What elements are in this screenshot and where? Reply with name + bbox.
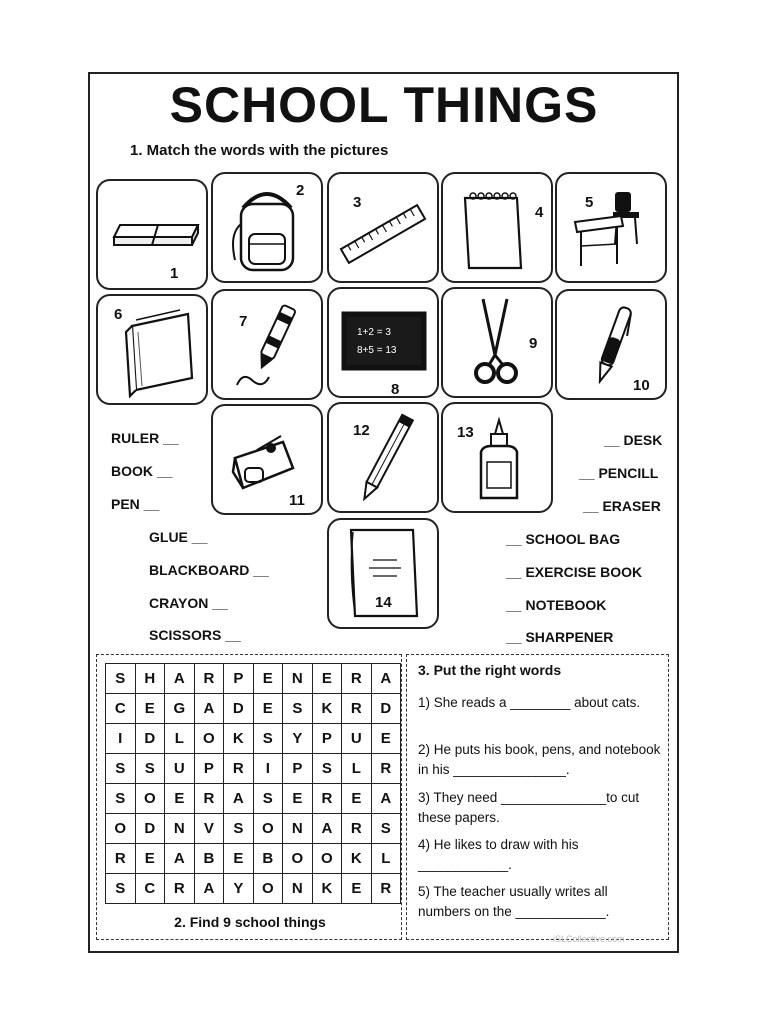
picture-number-13: 13 <box>457 424 474 441</box>
wordsearch-cell[interactable]: L <box>371 844 400 874</box>
wordsearch-cell[interactable]: K <box>312 874 342 904</box>
wordsearch-cell[interactable]: R <box>165 874 195 904</box>
wordsearch-cell[interactable]: O <box>106 814 136 844</box>
wordsearch-cell[interactable]: Y <box>283 724 313 754</box>
word-ruler: RULER __ <box>111 430 179 446</box>
word-book: BOOK __ <box>111 463 173 479</box>
sentence-4: 4) He likes to draw with his ____________. <box>418 837 579 872</box>
sentence-5: 5) The teacher usually writes all numbers on the ____________. <box>418 884 610 919</box>
picture-number-10: 10 <box>633 377 650 394</box>
picture-card-14 <box>327 518 439 629</box>
wordsearch-cell[interactable]: S <box>253 724 283 754</box>
wordsearch-cell[interactable]: A <box>165 664 195 694</box>
wordsearch-cell[interactable]: N <box>283 664 313 694</box>
wordsearch-cell[interactable]: B <box>253 844 283 874</box>
blackboard-line-1: 1+2 = 3 <box>357 327 391 338</box>
picture-card-10 <box>555 289 667 400</box>
word-glue: GLUE __ <box>149 529 208 545</box>
wordsearch-row <box>106 694 401 724</box>
wordsearch-row <box>106 844 401 874</box>
wordsearch-caption: 2. Find 9 school things <box>174 914 326 930</box>
wordsearch-cell[interactable]: R <box>194 784 224 814</box>
picture-number-8: 8 <box>391 381 400 398</box>
wordsearch-cell[interactable]: R <box>224 754 253 784</box>
wordsearch-cell[interactable]: E <box>342 874 371 904</box>
wordsearch-grid <box>105 663 401 904</box>
picture-number-6: 6 <box>114 306 123 323</box>
word-pen: PEN __ <box>111 496 160 512</box>
wordsearch-box <box>96 654 402 940</box>
pencil-icon <box>329 404 437 511</box>
word-crayon: CRAYON __ <box>149 595 228 611</box>
wordsearch-cell[interactable]: D <box>135 724 165 754</box>
picture-number-12: 12 <box>353 422 370 439</box>
wordsearch-cell[interactable]: P <box>312 724 342 754</box>
exercise3-heading: 3. Put the right words <box>418 662 562 678</box>
wordsearch-cell[interactable]: I <box>106 724 136 754</box>
picture-card-5 <box>555 172 667 283</box>
picture-card-4 <box>441 172 553 283</box>
wordsearch-cell[interactable]: E <box>165 784 195 814</box>
wordsearch-cell[interactable]: R <box>106 844 136 874</box>
wordsearch-cell[interactable]: E <box>135 694 165 724</box>
wordsearch-cell[interactable]: N <box>283 814 313 844</box>
page-title: SCHOOL THINGS <box>169 77 599 133</box>
wordsearch-cell[interactable]: S <box>106 784 136 814</box>
wordsearch-row <box>106 784 401 814</box>
wordsearch-cell[interactable]: B <box>194 844 224 874</box>
wordsearch-cell[interactable]: S <box>106 754 136 784</box>
wordsearch-cell[interactable]: S <box>371 814 400 844</box>
wordsearch-cell[interactable]: S <box>283 694 313 724</box>
wordsearch-cell[interactable]: A <box>371 664 400 694</box>
wordsearch-cell[interactable]: O <box>253 814 283 844</box>
wordsearch-cell[interactable]: O <box>135 784 165 814</box>
wordsearch-cell[interactable]: A <box>194 694 224 724</box>
wordsearch-row <box>106 724 401 754</box>
wordsearch-cell[interactable]: P <box>194 754 224 784</box>
picture-number-7: 7 <box>239 313 248 330</box>
wordsearch-cell[interactable]: I <box>253 754 283 784</box>
word-school-bag: __ SCHOOL BAG <box>506 531 621 547</box>
sentence-1: 1) She reads a ________ about cats. <box>418 695 641 710</box>
wordsearch-cell[interactable]: U <box>342 724 371 754</box>
glue-icon <box>443 404 551 511</box>
picture-card-8 <box>327 287 439 398</box>
picture-number-1: 1 <box>170 265 179 282</box>
picture-card-6 <box>96 294 208 405</box>
picture-number-11: 11 <box>289 492 305 509</box>
wordsearch-cell[interactable]: A <box>224 784 253 814</box>
wordsearch-cell[interactable]: S <box>106 664 136 694</box>
wordsearch-cell[interactable]: P <box>224 664 253 694</box>
wordsearch-cell[interactable]: A <box>194 874 224 904</box>
wordsearch-cell[interactable]: K <box>342 844 371 874</box>
wordsearch-cell[interactable]: R <box>371 874 400 904</box>
wordsearch-cell[interactable]: C <box>135 874 165 904</box>
wordsearch-row <box>106 754 401 784</box>
wordsearch-cell[interactable]: A <box>371 784 400 814</box>
wordsearch-cell[interactable]: S <box>224 814 253 844</box>
blackboard-line-2: 8+5 = 13 <box>357 345 397 356</box>
wordsearch-cell[interactable]: R <box>342 694 371 724</box>
ruler-icon <box>329 174 437 281</box>
wordsearch-cell[interactable]: S <box>253 784 283 814</box>
desk-icon <box>557 174 665 281</box>
notebook-icon <box>443 174 551 281</box>
exercise1-heading: 1. Match the words with the pictures <box>130 142 389 159</box>
wordsearch-cell[interactable]: E <box>253 694 283 724</box>
wordsearch-cell[interactable]: G <box>165 694 195 724</box>
wordsearch-cell[interactable]: Y <box>224 874 253 904</box>
wordsearch-cell[interactable]: D <box>224 694 253 724</box>
wordsearch-cell[interactable]: R <box>312 784 342 814</box>
wordsearch-cell[interactable]: V <box>194 814 224 844</box>
sentence-3: 3) They need ______________to cut these papers. <box>418 790 640 825</box>
wordsearch-cell[interactable]: E <box>135 844 165 874</box>
picture-number-9: 9 <box>529 335 538 352</box>
wordsearch-cell[interactable]: D <box>371 694 400 724</box>
wordsearch-cell[interactable]: O <box>283 844 313 874</box>
picture-card-3 <box>327 172 439 283</box>
wordsearch-cell[interactable]: E <box>342 784 371 814</box>
picture-card-2 <box>211 172 323 283</box>
wordsearch-cell[interactable]: D <box>135 814 165 844</box>
picture-card-11 <box>211 404 323 515</box>
blackboard-icon <box>329 289 437 396</box>
sentence-2: 2) He puts his book, pens, and notebook in his _______________. <box>418 742 661 777</box>
picture-number-14: 14 <box>375 594 392 611</box>
school-bag-icon <box>213 174 321 281</box>
word-pencill: __ PENCILL <box>579 465 659 481</box>
picture-card-1 <box>96 179 208 290</box>
watermark: iSLCollective.com <box>553 934 625 944</box>
eraser-icon <box>98 181 206 288</box>
wordsearch-cell[interactable]: U <box>165 754 195 784</box>
wordsearch-cell[interactable]: E <box>312 664 342 694</box>
word-scissors: SCISSORS __ <box>149 627 241 643</box>
picture-card-13 <box>441 402 553 513</box>
wordsearch-cell[interactable]: E <box>283 784 313 814</box>
wordsearch-cell[interactable]: L <box>165 724 195 754</box>
wordsearch-cell[interactable]: O <box>312 844 342 874</box>
wordsearch-cell[interactable]: S <box>312 754 342 784</box>
exercise3-box <box>406 654 669 940</box>
wordsearch-cell[interactable]: C <box>106 694 136 724</box>
wordsearch-cell[interactable]: H <box>135 664 165 694</box>
word-notebook: __ NOTEBOOK <box>506 597 607 613</box>
picture-number-2: 2 <box>296 182 305 199</box>
picture-card-12 <box>327 402 439 513</box>
crayon-icon <box>213 291 321 398</box>
wordsearch-cell[interactable]: A <box>165 844 195 874</box>
wordsearch-cell[interactable]: K <box>224 724 253 754</box>
wordsearch-cell[interactable]: E <box>371 724 400 754</box>
wordsearch-cell[interactable]: P <box>283 754 313 784</box>
wordsearch-cell[interactable]: S <box>106 874 136 904</box>
word-sharpener: __ SHARPENER <box>506 629 614 645</box>
picture-number-4: 4 <box>535 204 544 221</box>
wordsearch-cell[interactable]: R <box>194 664 224 694</box>
picture-card-7 <box>211 289 323 400</box>
picture-card-9 <box>441 287 553 398</box>
wordsearch-cell[interactable]: R <box>371 754 400 784</box>
word-eraser: __ ERASER <box>583 498 661 514</box>
wordsearch-row <box>106 874 401 904</box>
wordsearch-cell[interactable]: O <box>194 724 224 754</box>
wordsearch-cell[interactable]: N <box>283 874 313 904</box>
picture-number-5: 5 <box>585 194 594 211</box>
wordsearch-cell[interactable]: K <box>312 694 342 724</box>
wordsearch-row <box>106 664 401 694</box>
wordsearch-cell[interactable]: A <box>312 814 342 844</box>
picture-number-3: 3 <box>353 194 362 211</box>
wordsearch-cell[interactable]: O <box>253 874 283 904</box>
wordsearch-cell[interactable]: L <box>342 754 371 784</box>
wordsearch-cell[interactable]: R <box>342 814 371 844</box>
wordsearch-cell[interactable]: N <box>165 814 195 844</box>
wordsearch-row <box>106 814 401 844</box>
wordsearch-cell[interactable]: S <box>135 754 165 784</box>
wordsearch-cell[interactable]: E <box>224 844 253 874</box>
word-blackboard: BLACKBOARD __ <box>149 562 269 578</box>
word-exercise-book: __ EXERCISE BOOK <box>506 564 643 580</box>
wordsearch-cell[interactable]: R <box>342 664 371 694</box>
word-desk: __ DESK <box>604 432 663 448</box>
wordsearch-cell[interactable]: E <box>253 664 283 694</box>
